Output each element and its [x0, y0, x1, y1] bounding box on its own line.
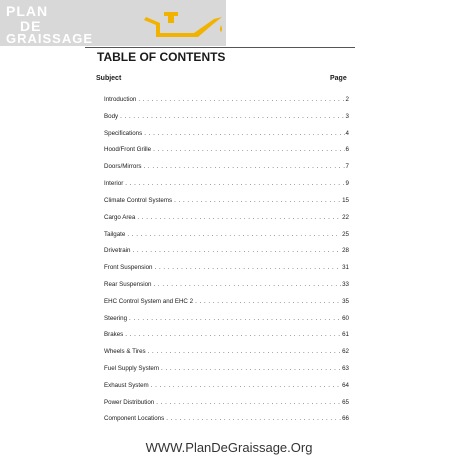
toc-dot-leader	[148, 348, 342, 355]
toc-entry[interactable]	[104, 315, 349, 332]
toc-dot-leader	[125, 331, 341, 338]
toc-entry[interactable]	[104, 415, 349, 432]
toc-entry[interactable]	[104, 348, 349, 365]
toc-dot-leader	[132, 247, 341, 254]
toc-entry-page: 63	[342, 365, 349, 372]
toc-dot-leader	[195, 298, 341, 305]
toc-entry[interactable]	[104, 382, 349, 399]
toc-entry-page: 33	[342, 280, 349, 288]
toc-entry-page: 64	[342, 381, 349, 389]
toc-entry-page: 65	[342, 398, 349, 406]
toc-dot-leader	[151, 382, 341, 389]
toc-entry-label: Hood/Front Grille	[104, 146, 152, 154]
toc-entry-label: Body	[104, 112, 119, 120]
site-logo	[0, 0, 226, 46]
toc-entry-label: Brakes	[104, 331, 124, 339]
subject-column-header: Subject	[96, 75, 122, 82]
toc-entry[interactable]	[104, 231, 349, 248]
toc-dot-leader	[156, 399, 341, 406]
toc-entry-label: Interior	[104, 180, 124, 188]
toc-entry[interactable]	[104, 113, 349, 130]
toc-entry-page: 31	[342, 264, 349, 272]
toc-list	[104, 96, 349, 432]
oil-can-icon	[142, 3, 226, 43]
toc-entry-label: Component Locations	[104, 415, 165, 423]
toc-dot-leader	[153, 281, 341, 288]
toc-entry-page: 61	[342, 331, 349, 339]
toc-entry[interactable]	[104, 96, 349, 113]
logo-line-3: GRAISSAGE	[6, 31, 94, 46]
toc-entry-page: 60	[342, 314, 349, 322]
footer-url[interactable]: WWW.PlanDeGraissage.Org	[145, 440, 313, 455]
toc-dot-leader	[144, 130, 344, 137]
toc-entry-label: Introduction	[104, 96, 137, 103]
toc-entry-page: 66	[342, 415, 349, 423]
toc-entry[interactable]	[104, 146, 349, 163]
toc-entry[interactable]	[104, 197, 349, 214]
toc-dot-leader	[125, 180, 344, 187]
toc-dot-leader	[138, 96, 344, 103]
toc-entry[interactable]	[104, 163, 349, 180]
toc-entry-page: 4	[345, 129, 349, 137]
toc-entry-label: Tailgate	[104, 230, 126, 238]
toc-entry[interactable]	[104, 331, 349, 348]
toc-entry-label: Exhaust System	[104, 381, 149, 389]
toc-entry-label: Cargo Area	[104, 213, 136, 221]
toc-entry-label: Steering	[104, 314, 128, 322]
toc-dot-leader	[137, 214, 341, 221]
toc-entry-label: Fuel Supply System	[104, 365, 160, 372]
toc-dot-leader	[153, 146, 344, 153]
toc-entry[interactable]	[104, 247, 349, 264]
toc-entry-page: 3	[345, 112, 349, 120]
toc-dot-leader	[143, 163, 344, 170]
toc-entry-label: Power Distribution	[104, 398, 155, 406]
toc-entry-label: Specifications	[104, 129, 143, 137]
toc-entry-page: 15	[342, 196, 349, 204]
toc-entry-page: 2	[345, 96, 349, 103]
toc-entry-page: 7	[345, 163, 349, 171]
toc-entry-label: Wheels & Tires	[104, 348, 146, 356]
toc-entry[interactable]	[104, 180, 349, 197]
toc-dot-leader	[161, 365, 341, 372]
toc-entry-page: 28	[342, 247, 349, 255]
toc-entry[interactable]	[104, 281, 349, 298]
toc-entry[interactable]	[104, 264, 349, 281]
toc-entry[interactable]	[104, 365, 349, 382]
toc-dot-leader	[155, 264, 342, 271]
logo-line-1: PLAN	[6, 3, 49, 19]
toc-entry[interactable]	[104, 298, 349, 315]
page-title: TABLE OF CONTENTS	[97, 50, 226, 64]
toc-entry-page: 22	[342, 213, 349, 221]
logo-line-2: DE	[20, 18, 42, 34]
toc-entry-label: Front Suspension	[104, 264, 153, 272]
toc-dot-leader	[174, 197, 341, 204]
toc-entry-page: 9	[345, 180, 349, 188]
toc-entry-page: 35	[342, 297, 349, 305]
toc-entry-page: 6	[345, 146, 349, 154]
toc-entry[interactable]	[104, 130, 349, 147]
toc-dot-leader	[120, 113, 344, 120]
header-rule	[85, 47, 355, 48]
toc-entry[interactable]	[104, 214, 349, 231]
toc-entry-label: Rear Suspension	[104, 280, 152, 288]
toc-dot-leader	[129, 315, 341, 322]
toc-entry-page: 25	[342, 230, 349, 238]
toc-entry-label: Drivetrain	[104, 247, 131, 255]
toc-dot-leader	[127, 231, 341, 238]
toc-dot-leader	[166, 415, 341, 422]
toc-entry-label: EHC Control System and EHC 2	[104, 297, 194, 305]
toc-entry-page: 62	[342, 348, 349, 356]
toc-entry[interactable]	[104, 399, 349, 416]
toc-entry-label: Climate Control Systems	[104, 196, 173, 204]
toc-entry-label: Doors/Mirrors	[104, 163, 142, 171]
page-column-header: Page	[330, 75, 347, 82]
